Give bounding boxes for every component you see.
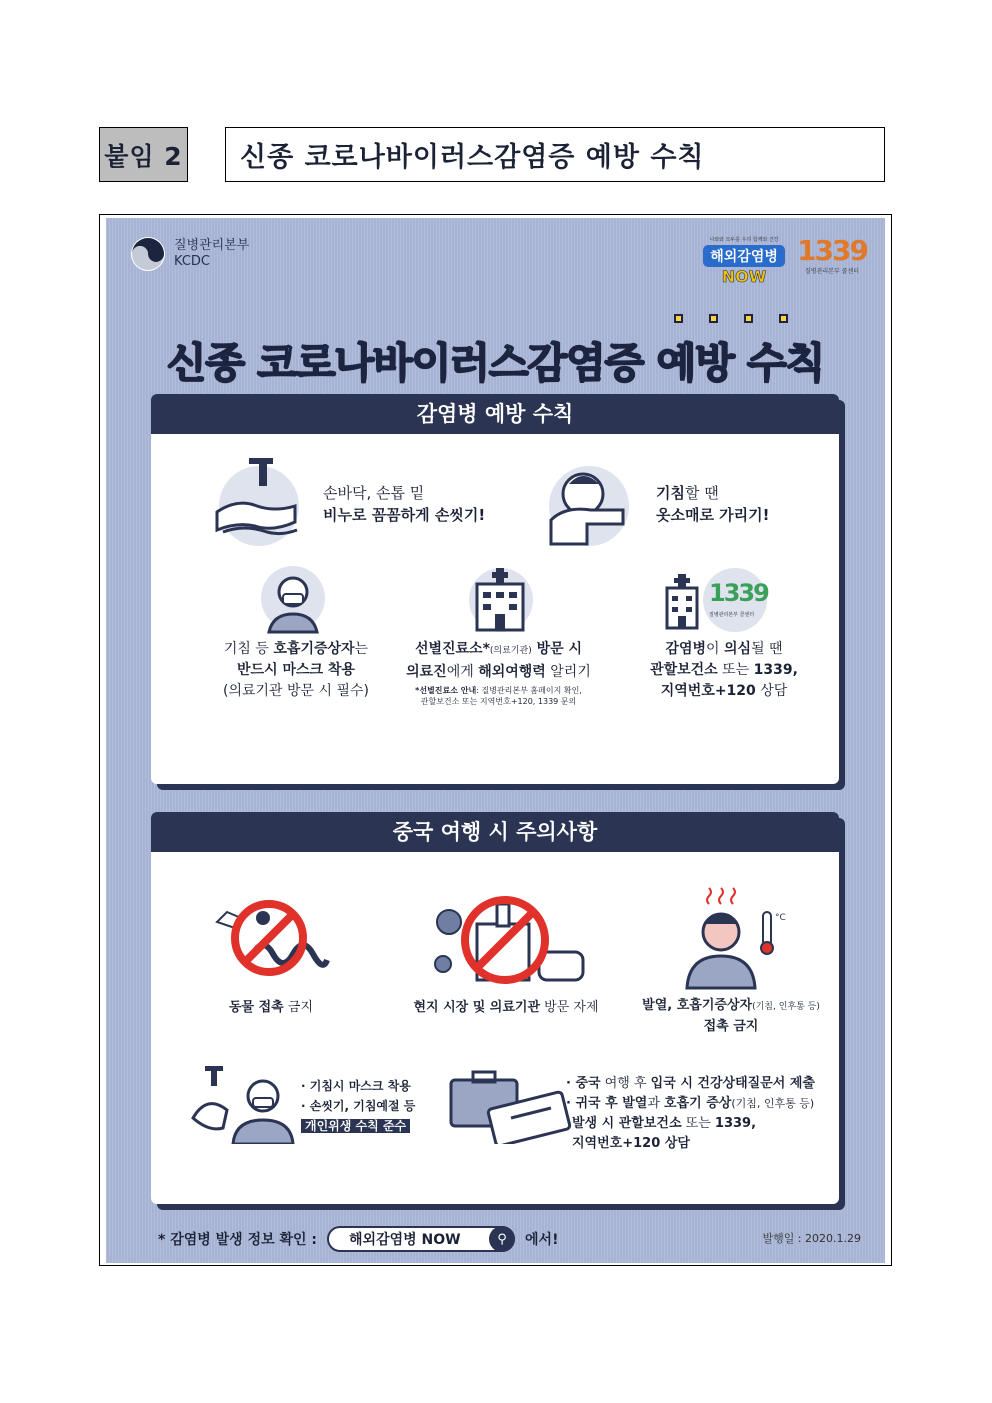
now-title: 해외감염병: [703, 245, 785, 267]
kcdc-logo: [130, 236, 249, 272]
footer-suffix: 에서!: [525, 1232, 559, 1248]
china-travel-heading: 중국 여행 시 주의사항: [151, 812, 839, 852]
report-text: 감염병이 의심될 땐 관할보건소 또는 1339, 지역번호+120 상담: [650, 641, 798, 699]
now-tagline: 나와와 모두를 우리 함께와 건강: [709, 237, 779, 243]
personal-hygiene-icon: [189, 1064, 299, 1144]
search-box[interactable]: [327, 1226, 515, 1252]
footer-info: [158, 1226, 558, 1252]
callcenter-caption: 질병관리본부 콜센터: [804, 268, 860, 275]
travel-bag-document-icon: [447, 1070, 571, 1144]
agency-name-en: KCDC: [174, 254, 210, 269]
taegeuk-icon: [130, 236, 166, 272]
clinic-text: 선별진료소*(의료기관) 방문 시 의료진에게 해외여행력 알리기 *선별진료소 안내: 질병관리본부 홈페이지 확인, 관할보건소 또는 지역번호+120, 1339 문의: [406, 641, 591, 706]
temperature-label: °C: [775, 913, 786, 923]
poster-title-main: 신종 코로나바이러스감염증: [166, 339, 644, 387]
hospital-icon: [463, 564, 537, 634]
masked-person-icon: [257, 564, 329, 634]
footer-label: * 감염병 발생 정보 확인 :: [158, 1232, 318, 1248]
cough-into-sleeve-icon: [541, 454, 637, 550]
search-icon[interactable]: ⚲: [489, 1226, 515, 1252]
hygiene-highlight: 개인위생 수칙 준수: [301, 1119, 410, 1133]
callcenter-1339-logo: [797, 236, 867, 275]
handwash-icon: [209, 454, 305, 550]
fever-person-icon: [681, 882, 791, 992]
animal-contact-caption: 동물 접촉 금지: [228, 1000, 313, 1015]
prevention-rules-panel: [151, 394, 839, 784]
no-market-hospital-icon: [429, 894, 589, 990]
handwash-text: 손바닥, 손톱 밑 비누로 꼼꼼하게 손씻기!: [323, 484, 486, 524]
callcenter-number: 1339: [797, 234, 867, 267]
poster-title: [106, 330, 885, 389]
callcenter-number-small: 1339: [709, 579, 768, 607]
mask-text: 기침 등 호흡기증상자는 반드시 마스크 착용 (의료기관 방문 시 필수): [223, 641, 369, 699]
china-travel-panel: [151, 812, 839, 1204]
hygiene-text: · 기침시 마스크 착용 · 손씻기, 기침예절 등 개인위생 수칙 준수: [301, 1079, 416, 1133]
no-animal-contact-icon: [213, 894, 333, 978]
fever-contact-caption: 발열, 호흡기증상자(기침, 인후통 등) 접촉 금지: [642, 998, 820, 1034]
now-word: NOW: [721, 267, 767, 286]
prevention-rules-heading: 감염병 예방 수칙: [151, 394, 839, 434]
travel-text: · 중국 여행 후 입국 시 건강상태질문서 제출 · 귀국 후 발열과 호흡기 증상(기침, 인후통 등) 발생 시 관할보건소 또는 1339, 지역번호+120 상담: [566, 1076, 815, 1151]
emphasis-dots: [674, 314, 788, 323]
market-hospital-caption: 현지 시장 및 의료기관 방문 자제: [413, 1000, 599, 1015]
overseas-infection-now-logo: [703, 236, 785, 286]
partner-logos: [703, 236, 867, 286]
document-title: 신종 코로나바이러스감염증 예방 수칙: [225, 127, 885, 182]
attachment-tag: 붙임 2: [99, 127, 188, 182]
search-text: 해외감염병 NOW: [349, 1232, 461, 1248]
callcenter-caption-small: 질병관리본부 콜센터: [709, 612, 755, 618]
cough-text: 기침할 땐 옷소매로 가리기!: [656, 484, 770, 524]
poster-title-highlight: 예방 수칙: [656, 339, 825, 387]
agency-name-ko: 질병관리본부: [174, 238, 250, 253]
poster: [106, 218, 885, 1263]
issue-date: 발행일 : 2020.1.29: [762, 1232, 861, 1245]
